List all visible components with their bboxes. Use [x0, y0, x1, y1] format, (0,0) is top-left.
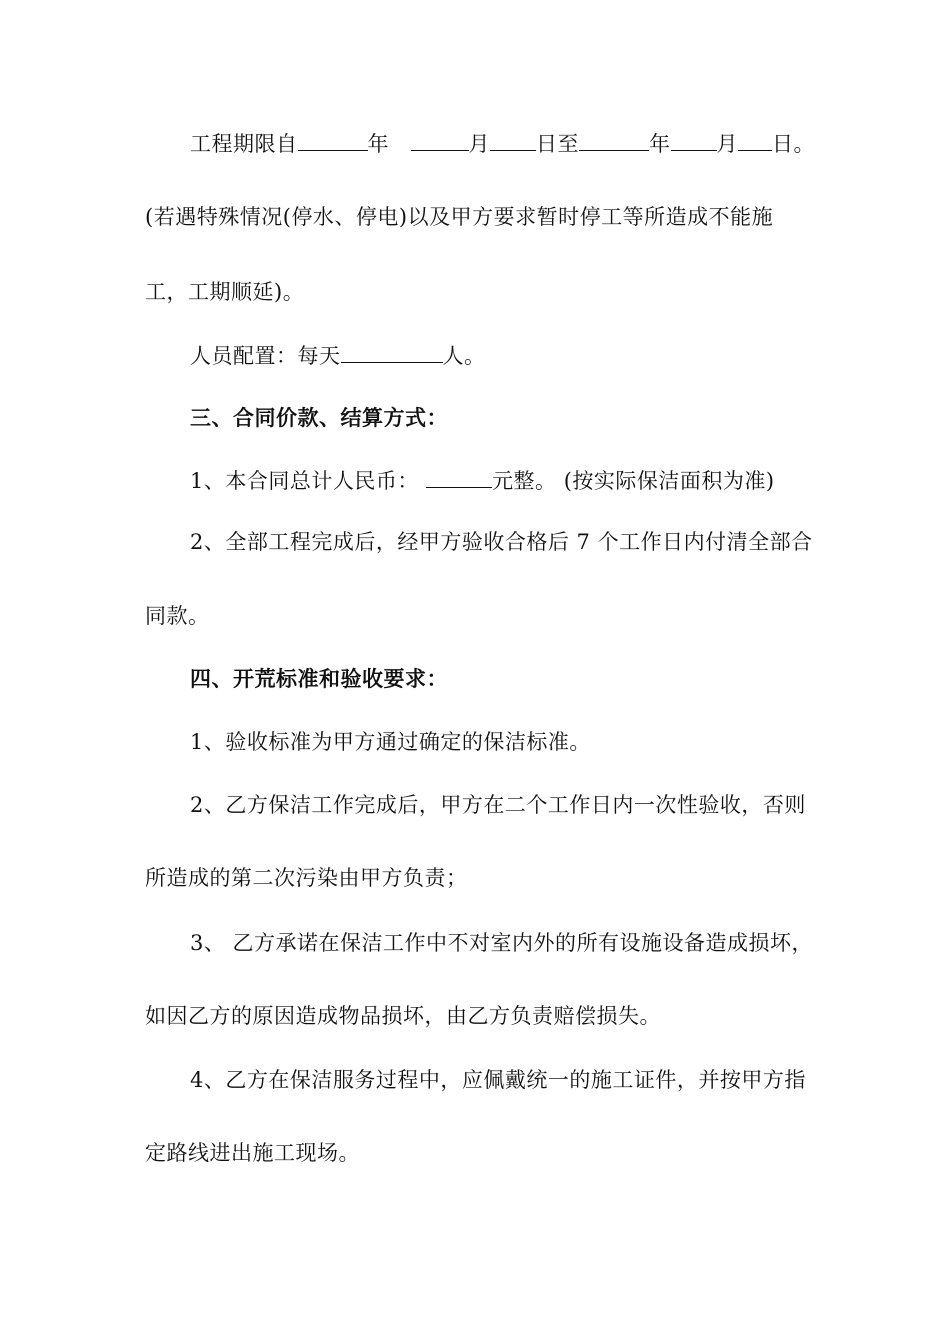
period-day2: 日。	[772, 132, 816, 156]
s3-item-1	[190, 465, 950, 495]
s3-item-2-line-2: 同款。	[145, 604, 210, 628]
s3-item-1-suffix: 元整。 (按实际保洁面积为准)	[492, 469, 775, 493]
s4-item-4-line-1: 4、乙方在保洁服务过程中，应佩戴统一的施工证件，并按甲方指	[190, 1068, 806, 1092]
end-year-blank	[579, 128, 649, 151]
staffing-line	[190, 340, 950, 370]
s4-item-2-line-2: 所造成的第二次污染由甲方负责；	[145, 866, 468, 890]
s4-item-3-line-2: 如因乙方的原因造成物品损坏，由乙方负责赔偿损失。	[145, 1004, 661, 1028]
period-year1: 年	[367, 132, 389, 156]
s4-item-2-line-1: 2、乙方保洁工作完成后，甲方在二个工作日内一次性验收，否则	[190, 793, 806, 817]
period-line	[190, 128, 950, 158]
special-note-line-2: 工，工期顺延)。	[145, 280, 305, 304]
s4-item-4-line-2: 定路线进出施工现场。	[145, 1141, 360, 1165]
s3-item-2-line-1: 2、全部工程完成后，经甲方验收合格后 7 个工作日内付清全部合	[190, 530, 813, 554]
period-prefix: 工程期限自	[190, 132, 298, 156]
s4-item-3-line-1: 3、 乙方承诺在保洁工作中不对室内外的所有设施设备造成损坏，	[190, 931, 814, 955]
section-4-title: 四、开荒标准和验收要求：	[190, 666, 448, 691]
special-note-line-1: (若遇特殊情况(停水、停电)以及甲方要求暂时停工等所造成不能施	[145, 205, 774, 229]
section-3-title: 三、合同价款、结算方式：	[190, 405, 448, 430]
end-day-blank	[738, 128, 772, 151]
period-year2: 年	[649, 132, 671, 156]
period-month1: 月	[468, 132, 491, 156]
start-year-blank	[298, 128, 368, 151]
end-month-blank	[671, 128, 717, 151]
s3-item-1-prefix: 1、本合同总计人民币：	[190, 469, 419, 493]
contract-amount-blank	[426, 465, 492, 488]
staffing-prefix: 人员配置：每天	[190, 344, 341, 368]
period-day1: 日至	[536, 132, 580, 156]
s4-item-1: 1、验收标准为甲方通过确定的保洁标准。	[190, 730, 591, 754]
staffing-count-blank	[341, 340, 443, 363]
staffing-suffix: 人。	[442, 344, 486, 368]
start-month-blank	[411, 128, 469, 151]
period-month2: 月	[716, 132, 739, 156]
start-day-blank	[490, 128, 536, 151]
